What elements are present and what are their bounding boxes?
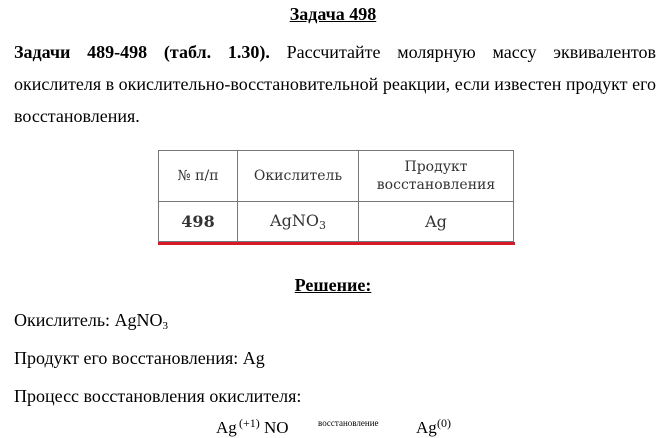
solution-process-label: Процесс восстановления окислителя: [14, 386, 302, 406]
cell-oxidizer-sub: 3 [318, 219, 326, 232]
cell-number: 498 [159, 202, 238, 242]
cell-oxidizer-main: AgNO [270, 211, 319, 230]
table-header-row [159, 151, 514, 202]
cell-product: Ag [359, 202, 514, 242]
equation-left-element: Ag [216, 418, 237, 437]
table-row [159, 202, 514, 242]
header-oxidizer: Окислитель [238, 151, 359, 202]
solution-oxidizer-line [14, 310, 168, 332]
oxidizer-label: Окислитель: [14, 310, 111, 330]
product-formula: Ag [242, 348, 265, 368]
solution-product-line [14, 348, 265, 369]
task-lead: Задачи 489-498 (табл. 1.30). [14, 42, 270, 62]
task-title: Задача 498 [289, 4, 377, 24]
equation-left-oxidation: (+1) [239, 416, 260, 430]
oxidizer-formula-sub: 3 [162, 320, 169, 332]
table-underline [158, 242, 515, 245]
equation-arrow-label: восстановление [318, 418, 379, 428]
oxidizer-formula-main: AgNO [114, 310, 163, 330]
equation-right-element: Ag [416, 418, 437, 437]
data-table [158, 150, 514, 242]
equation-right-oxidation: (0) [437, 416, 451, 430]
solution-title: Решение: [294, 275, 372, 295]
header-number: № п/п [159, 151, 238, 202]
product-label: Продукт его восстановления: [14, 348, 239, 368]
task-text: Рассчитайте молярную массу эквивалентов окислителя в окислительно-восстановительной реакции, если известен продукт его восстановления. [14, 42, 657, 126]
task-statement [14, 36, 656, 132]
header-product [359, 151, 514, 202]
cell-oxidizer [238, 202, 359, 242]
equation-left-rest: NO [264, 418, 289, 437]
header-product-text: Продукт восстановления [376, 159, 496, 193]
